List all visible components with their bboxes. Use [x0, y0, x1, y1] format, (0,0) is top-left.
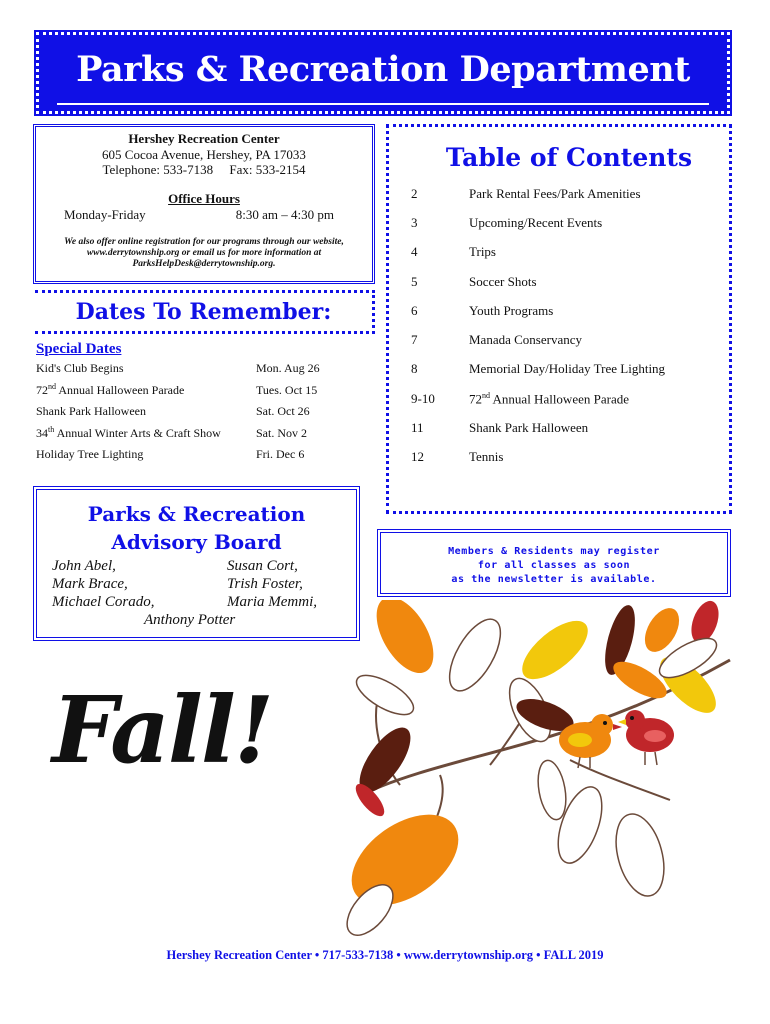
toc-label: Upcoming/Recent Events [469, 214, 603, 230]
toc-item [411, 443, 721, 472]
phone-fax: Telephone: 533-7138 Fax: 533-2154 [102, 162, 306, 177]
registration-notice-line: for all classes as soon [477, 560, 631, 571]
center-name: Hershey Recreation Center [128, 131, 280, 146]
date-event: Holiday Tree Lighting [36, 447, 144, 462]
office-hours-title: Office Hours [168, 191, 240, 206]
toc-page: 9-10 [411, 390, 435, 406]
toc-item [411, 267, 721, 296]
toc-item [411, 179, 721, 208]
toc-page: 7 [411, 332, 418, 348]
toc-item [411, 384, 721, 413]
date-when: Mon. Aug 26 [256, 361, 320, 376]
date-item [36, 444, 366, 466]
toc-label: Tennis [469, 449, 504, 465]
toc-page: 6 [411, 302, 418, 318]
date-item [36, 423, 366, 445]
contact-info-box [33, 124, 375, 284]
toc-title: Table of Contents [445, 143, 693, 172]
page-title: Parks & Recreation Department [76, 49, 690, 90]
date-item [36, 401, 366, 423]
advisory-members [37, 556, 356, 642]
member-name: Maria Memmi, [227, 594, 317, 610]
member-name: Trish Foster, [227, 576, 303, 592]
member-name: Anthony Potter [144, 612, 236, 628]
toc-label: Trips [469, 244, 496, 260]
red-bird-icon [618, 710, 674, 765]
member-name: Susan Cort, [227, 558, 298, 574]
office-hours-row [36, 207, 372, 223]
toc-label: 72nd Annual Halloween Parade [469, 390, 629, 406]
header-banner [36, 32, 730, 114]
toc-item [411, 413, 721, 442]
office-hours-days: Monday-Friday [64, 207, 146, 222]
toc-page: 3 [411, 214, 418, 230]
member-name: Mark Brace, [52, 576, 128, 592]
date-when: Sat. Oct 26 [256, 404, 310, 419]
toc-label: Manada Conservancy [469, 332, 582, 348]
toc-item [411, 238, 721, 267]
date-event: Shank Park Halloween [36, 404, 146, 419]
toc-page: 4 [411, 244, 418, 260]
date-event: 34th Annual Winter Arts & Craft Show [36, 425, 221, 441]
toc-page: 5 [411, 273, 418, 289]
toc-item [411, 296, 721, 325]
toc-page: 11 [411, 420, 424, 436]
registration-notice-box [377, 529, 731, 597]
member-name: Michael Corado, [52, 594, 155, 610]
date-when: Tues. Oct 15 [256, 382, 318, 397]
date-when: Sat. Nov 2 [256, 425, 307, 440]
toc-list [411, 179, 721, 472]
advisory-board-box [33, 486, 360, 641]
toc-label: Shank Park Halloween [469, 420, 589, 436]
member-name: John Abel, [52, 558, 116, 574]
date-item [36, 358, 366, 380]
date-event: 72nd Annual Halloween Parade [36, 382, 185, 398]
date-item [36, 380, 366, 402]
date-event: Kid's Club Begins [36, 361, 124, 376]
dates-header-text: Dates To Remember: [75, 299, 332, 325]
online-registration-note: We also offer online registration for our programs through our website, www.derrytownship.org or email us for more information at ParksHelpDesk@derrytownship.org. [64, 237, 344, 269]
footer-contact: Hershey Recreation Center • 717-533-7138 • www.derrytownship.org • FALL 2019 [166, 948, 604, 962]
date-when: Fri. Dec 6 [256, 447, 305, 462]
toc-label: Youth Programs [469, 302, 554, 318]
special-dates-title: Special Dates [36, 341, 122, 357]
fall-heading: Fall! [52, 676, 273, 784]
advisory-board-title: Parks & Recreation Advisory Board [87, 502, 306, 554]
registration-notice-line: as the newsletter is available. [451, 574, 657, 585]
office-hours-time: 8:30 am – 4:30 pm [235, 207, 334, 222]
registration-notice-line: Members & Residents may register [448, 546, 660, 557]
toc-label: Park Rental Fees/Park Amenities [469, 185, 641, 201]
toc-item [411, 325, 721, 354]
toc-label: Memorial Day/Holiday Tree Lighting [469, 361, 666, 377]
dates-to-remember-header [35, 290, 375, 334]
autumn-branch-birds-illustration [340, 600, 740, 940]
toc-label: Soccer Shots [469, 273, 537, 289]
toc-item [411, 355, 721, 384]
table-of-contents-box [386, 124, 732, 514]
toc-page: 12 [411, 449, 424, 465]
special-dates-list [36, 358, 366, 466]
toc-item [411, 208, 721, 237]
toc-page: 2 [411, 185, 418, 201]
toc-page: 8 [411, 361, 418, 377]
banner-divider [57, 103, 709, 105]
address: 605 Cocoa Avenue, Hershey, PA 17033 [102, 147, 306, 162]
